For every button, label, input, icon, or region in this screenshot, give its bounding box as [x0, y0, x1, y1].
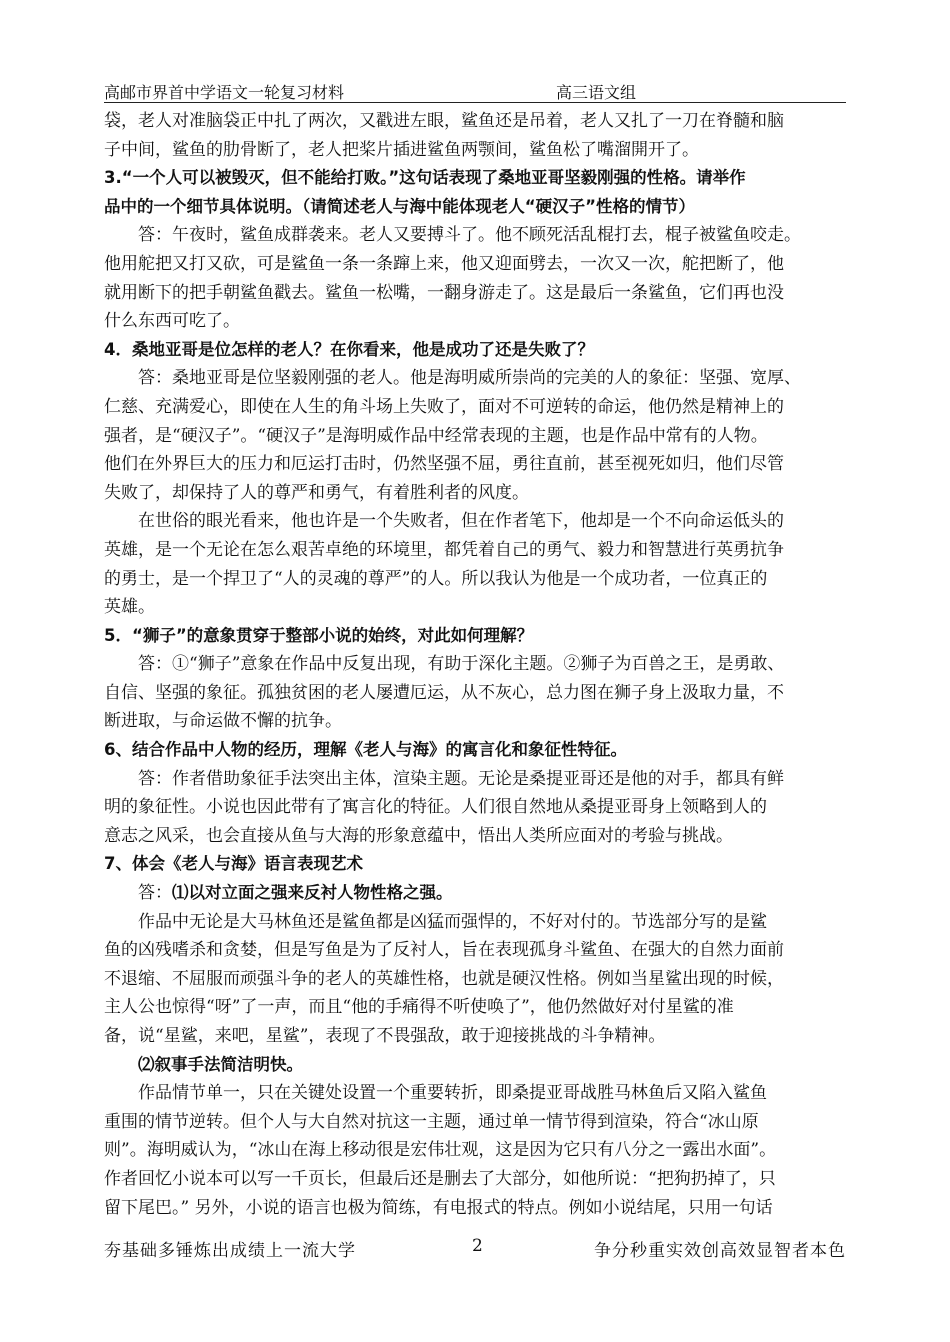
text-line: 答：午夜时，鲨鱼成群袭来。老人又要搏斗了。他不顾死活乱棍打去，棍子被鲨鱼咬走。 — [138, 225, 801, 246]
page-number: 2 — [472, 1236, 483, 1256]
question-line: 品中的一个细节具体说明。（请简述老人与海中能体现老人“硬汉子”性格的情节） — [104, 196, 695, 216]
text-line: 就用断下的把手朝鲨鱼戳去。鲨鱼一松嘴，一翻身游走了。这是最后一条鲨鱼，它们再也没 — [104, 282, 784, 303]
text-line: 作品中无论是大马林鱼还是鲨鱼都是凶猛而强悍的，不好对付的。节选部分写的是鲨 — [138, 911, 767, 932]
text-line: 仁慈、充满爱心，即使在人生的角斗场上失败了，面对不可逆转的命运，他仍然是精神上的 — [104, 396, 784, 417]
footer-motto-right: 争分秒重实效创高效显智者本色 — [594, 1241, 846, 1261]
text-line: 备，说“星鲨，来吧，星鲨”，表现了不畏强敌，敢于迎接挑战的斗争精神。 — [104, 1026, 666, 1046]
text-line: 留下尾巴。” 另外，小说的语言也极为简练，有电报式的特点。例如小说结尾，只用一句话 — [104, 1197, 773, 1218]
page-header — [104, 78, 846, 103]
text-line: 失败了，却保持了人的尊严和勇气，有着胜利者的风度。 — [104, 482, 529, 503]
header-school-title: 高邮市界首中学语文一轮复习材料 — [104, 83, 345, 102]
text-line: 他们在外界巨大的压力和厄运打击时，仍然坚强不屈，勇往直前，甚至视死如归，他们尽管 — [104, 454, 784, 475]
document-body — [104, 107, 846, 1222]
header-group-name: 高三语文组 — [556, 83, 637, 102]
text-line: 子中间，鲨鱼的肋骨断了，老人把桨片插进鲨鱼两颚间，鲨鱼松了嘴溜開开了。 — [104, 139, 699, 160]
text-line: 作者回忆小说本可以写一千页长，但最后还是删去了大部分，如他所说：“把狗扔掉了，只 — [104, 1168, 776, 1189]
text-line: 断进取，与命运做不懈的抗争。 — [104, 711, 342, 732]
footer-motto-left: 夯基础多锤炼出成绩上一流大学 — [104, 1241, 356, 1261]
text-line: 主人公也惊得“呀”了一声，而且“他的手痛得不听使唤了”，他仍然做好对付星鲨的准 — [104, 997, 734, 1018]
question-line: 6、结合作品中人物的经历，理解《老人与海》的寓言化和象征性特征。 — [104, 740, 627, 760]
question-line: 4．桑地亚哥是位怎样的老人？在你看来，他是成功了还是失败了？ — [104, 339, 594, 359]
text-line: 英雄，是一个无论在怎么艰苦卓绝的环境里，都凭着自己的勇气、毅力和智慧进行英勇抗争 — [104, 539, 784, 560]
text-line: 鱼的凶残嗜杀和贪婪，但是写鱼是为了反衬人，旨在表现孤身斗鲨鱼、在强大的自然力面前 — [104, 940, 784, 961]
text-line: 作品情节单一，只在关键处设置一个重要转折，即桑提亚哥战胜马林鱼后又陷入鲨鱼 — [138, 1083, 767, 1104]
text-line: 强者，是“硬汉子”。“硬汉子”是海明威作品中经常表现的主题，也是作品中常有的人物。 — [104, 425, 768, 446]
text-line: 自信、坚强的象征。孤独贫困的老人屡遭厄运，从不灰心，总力图在狮子身上汲取力量，不 — [104, 682, 784, 703]
text-line: 不退缩、不屈服而顽强斗争的老人的英雄性格，也就是硬汉性格。例如当星鲨出现的时候， — [104, 968, 784, 989]
text-line: 他用舵把又打又砍，可是鲨鱼一条一条蹿上来，他又迎面劈去，一次又一次，舵把断了，他 — [104, 253, 784, 274]
text-line: 在世俗的眼光看来，他也许是一个失败者，但在作者笔下，他却是一个不向命运低头的 — [138, 511, 784, 532]
text-line: 什么东西可吃了。 — [104, 311, 240, 332]
question-line: 7、体会《老人与海》语言表现艺术 — [104, 854, 363, 874]
text-line: ⑵叙事手法简洁明快。 — [138, 1054, 303, 1074]
question-line: 5．“狮子”的意象贯穿于整部小说的始终，对此如何理解？ — [104, 625, 534, 645]
text-line: 答：⑴以对立面之强来反衬人物性格之强。 — [138, 883, 453, 904]
text-line: 英雄。 — [104, 597, 155, 618]
text-line: 答：桑地亚哥是位坚毅刚强的老人。他是海明威所崇尚的完美的人的象征：坚强、宽厚、 — [138, 368, 801, 389]
text-line: 则”。海明威认为，“冰山在海上移动很是宏伟壮观，这是因为它只有八分之一露出水面”。 — [104, 1140, 777, 1161]
text-line: 答：作者借助象征手法突出主体，渲染主题。无论是桑提亚哥还是他的对手，都具有鲜 — [138, 768, 784, 789]
text-line: 明的象征性。小说也因此带有了寓言化的特征。人们很自然地从桑提亚哥身上领略到人的 — [104, 797, 767, 818]
text-line: 袋，老人对准脑袋正中扎了两次，又戳进左眼，鲨鱼还是吊着，老人又扎了一刀在脊髓和脑 — [104, 111, 784, 131]
text-line: 答：①“狮子”意象在作品中反复出现，有助于深化主题。②狮子为百兽之王，是勇敢、 — [138, 654, 785, 675]
text-line: 的勇士，是一个捍卫了“人的灵魂的尊严”的人。所以我认为他是一个成功者，一位真正的 — [104, 568, 768, 589]
page-footer — [104, 1236, 846, 1262]
question-line: 3.“一个人可以被毁灭，但不能给打败。”这句话表现了桑地亚哥坚毅刚强的性格。请举作 — [104, 168, 746, 188]
text-line: 意志之风采，也会直接从鱼与大海的形象意蕴中，悟出人类所应面对的考验与挑战。 — [104, 825, 733, 846]
text-line: 重围的情节逆转。但个人与大自然对抗这一主题，通过单一情节得到渲染，符合“冰山原 — [104, 1111, 759, 1132]
